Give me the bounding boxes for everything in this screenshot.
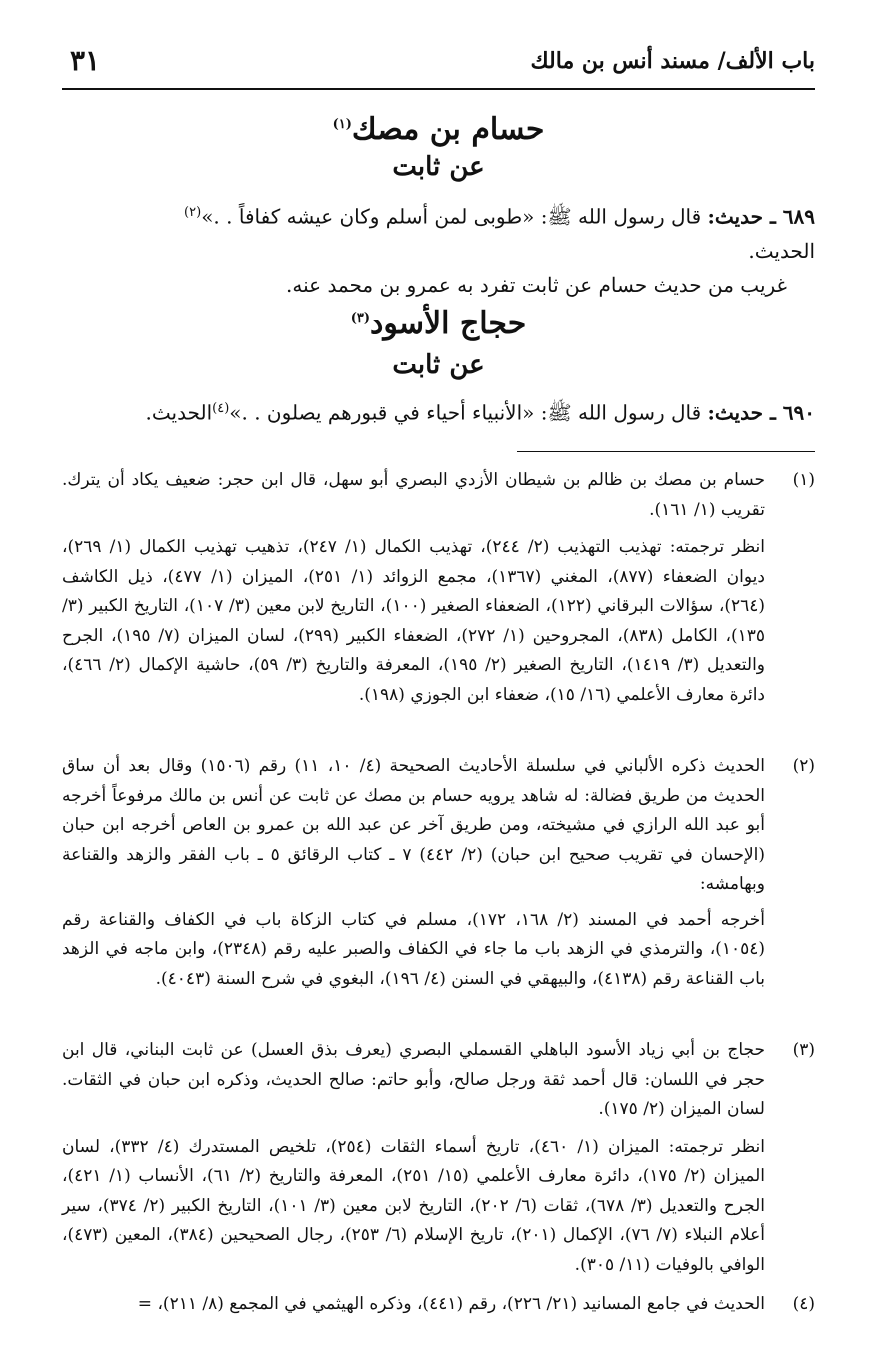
narrator-heading-hajjaj: [62, 306, 815, 341]
hadith-number: ٦٨٩ ـ حديث:: [707, 204, 815, 229]
hadith-text: قال رسول الله ﷺ: «طوبى لمن أسلم وكان عيشه كفافاً . .»: [201, 204, 702, 229]
footnote-1: [62, 466, 815, 710]
hadith-continuation: الحديث.: [748, 238, 815, 263]
from-thabit-heading: عن ثابت: [392, 350, 485, 380]
narrator-name: حجاج الأسود: [369, 306, 527, 341]
footnote-sources: انظر ترجمته: الميزان (١/ ٤٦٠)، تاريخ أسماء الثقات (٢٥٤)، تلخيص المستدرك (٤/ ٣٣٢)، لسان الميزان (٢/ ١٧٥)، دائرة معارف الأعلمي (١٥/ ٢٥١)، المعرفة والتاريخ (٢/ ٦١)، الأنساب (١/ ٤٢١)، الجرح والتعديل (٣/ ٦٧٨)، ثقات (٦/ ٢٠٢)، التاريخ لابن معين (٣/ ١٠١)، التاريخ الكبير (٢/ ٣٧٤)، سير أعلام النبلاء (٧/ ٧٦)، الإكمال (٢٠١)، تاريخ الإسلام (٦/ ٢٥٣)، رجال الصحيحين (٣٨٤)، المعين (٤٧٣)، الوافي بالوفيات (١١/ ٣٠٥).: [62, 1136, 766, 1275]
footnote-ref: (٤): [212, 401, 230, 416]
footnote-4: [62, 1290, 815, 1320]
hadith-text: قال رسول الله ﷺ: «الأنبياء أحياء في قبورهم يصلون . .»: [229, 400, 702, 425]
footnote-ref: (٢): [184, 205, 202, 220]
hadith-690: [62, 392, 815, 430]
footnote-sources: أخرجه أحمد في المسند (٢/ ١٦٨، ١٧٢)، مسلم في كتاب الزكاة باب في الكفاف والقناعة رقم (١٠٥٤)، والترمذي في الزهد باب ما جاء في الكفاف والصبر عليه رقم (٢٣٤٨)، وابن ماجه في الزهد باب القناعة رقم (٤١٣٨)، والبيهقي في السنن (٤/ ١٩٦)، البغوي في شرح السنة (٤٠٤٣).: [62, 909, 765, 989]
footnote-number: (٣): [792, 1040, 815, 1060]
footnote-number: (٢): [792, 756, 815, 776]
hadith-689-comment: غريب من حديث حسام عن ثابت تفرد به عمرو بن محمد عنه.: [286, 273, 787, 297]
footnote-number: (٤): [792, 1294, 815, 1314]
footnote-divider: [517, 451, 815, 452]
footnote-text: الحديث في جامع المسانيد (٢١/ ٢٢٦)، رقم (٤٤١)، وذكره الهيثمي في المجمع (٨/ ٢١١)، =: [137, 1294, 765, 1314]
narrator-heading-hussam: [62, 112, 815, 147]
footnote-number: (١): [792, 470, 815, 490]
footnote-ref: (٣): [350, 311, 370, 326]
footnote-2: [62, 752, 815, 994]
footnote-text: حجاج بن أبي زياد الأسود الباهلي القسملي البصري (يعرف بذق العسل) عن ثابت البناني، قال ابن حجر في اللسان: قال أحمد ثقة ورجل صالح، وأبو حاتم: صالح الحديث، وذكره ابن حبان في الثقات. لسان الميزان (٢/ ١٧٥).: [62, 1040, 765, 1119]
header-title: باب الألف/ مسند أنس بن مالك: [530, 48, 815, 74]
hadith-continuation: الحديث.: [145, 400, 213, 425]
footnote-text: حسام بن مصك بن ظالم بن شيطان الأزدي البصري أبو سهل، قال ابن حجر: ضعيف يكاد أن يترك. تقريب (١/ ١٦١).: [62, 470, 765, 520]
footnote-3: [62, 1036, 815, 1280]
footnote-text: الحديث ذكره الألباني في سلسلة الأحاديث الصحيحة (٤/ ١٠، ١١) رقم (١٥٠٦) وقال بعد أن ساق الحديث من طريق فضالة: له شاهد يرويه حسام بن مصك عن ثابت عن أنس بن مالك مرفوعاً أخرجه أبو عبد الله الرازي في مشيخته، ومن طريق آخر عن عبد الله بن عمرو بن العاص أخرجه ابن حبان (الإحسان في تقريب صحيح ابن حبان) (٢/ ٤٤٢) ٧ ـ كتاب الرقائق ٥ ـ باب الفقر والزهد والقناعة وبهامشه:: [62, 756, 766, 894]
narrator-name: حسام بن مصك: [351, 112, 545, 147]
footnote-sources: انظر ترجمته: تهذيب التهذيب (٢/ ٢٤٤)، تهذيب الكمال (١/ ٢٤٧)، تذهيب تهذيب الكمال (١/ ٢٦٩)، ديوان الضعفاء (٨٧٧)، المغني (١٣٦٧)، مجمع الزوائد (١/ ٢٥١)، الميزان (١/ ٤٧٧)، ذيل الكاشف (٢٦٤)، سؤالات البرقاني (١٢٢)، الضعفاء الصغير (١٠٠)، التاريخ لابن معين (٣/ ١٠٧)، التاريخ الكبير (٣/ ١٣٥)، الكامل (٨٣٨)، المجروحين (١/ ٢٧٢)، الضعفاء الكبير (٢٩٩)، لسان الميزان (٧/ ١٩٥)، الجرح والتعديل (٣/ ١٤١٩)، التاريخ الصغير (٢/ ١٩٥)، المعرفة والتاريخ (٣/ ٥٩)، حاشية الإكمال (٢/ ٤٦٦)، دائرة معارف الأعلمي (١٦/ ١٥)، ضعفاء ابن الجوزي (١٩٨).: [62, 537, 766, 705]
header-rule: [62, 88, 815, 90]
footnote-ref: (١): [332, 117, 352, 132]
from-thabit-heading: عن ثابت: [392, 152, 485, 182]
page-number: ٣١: [70, 44, 101, 77]
hadith-number: ٦٩٠ ـ حديث:: [707, 400, 815, 425]
running-header: [62, 42, 815, 90]
hadith-689: [62, 196, 815, 268]
